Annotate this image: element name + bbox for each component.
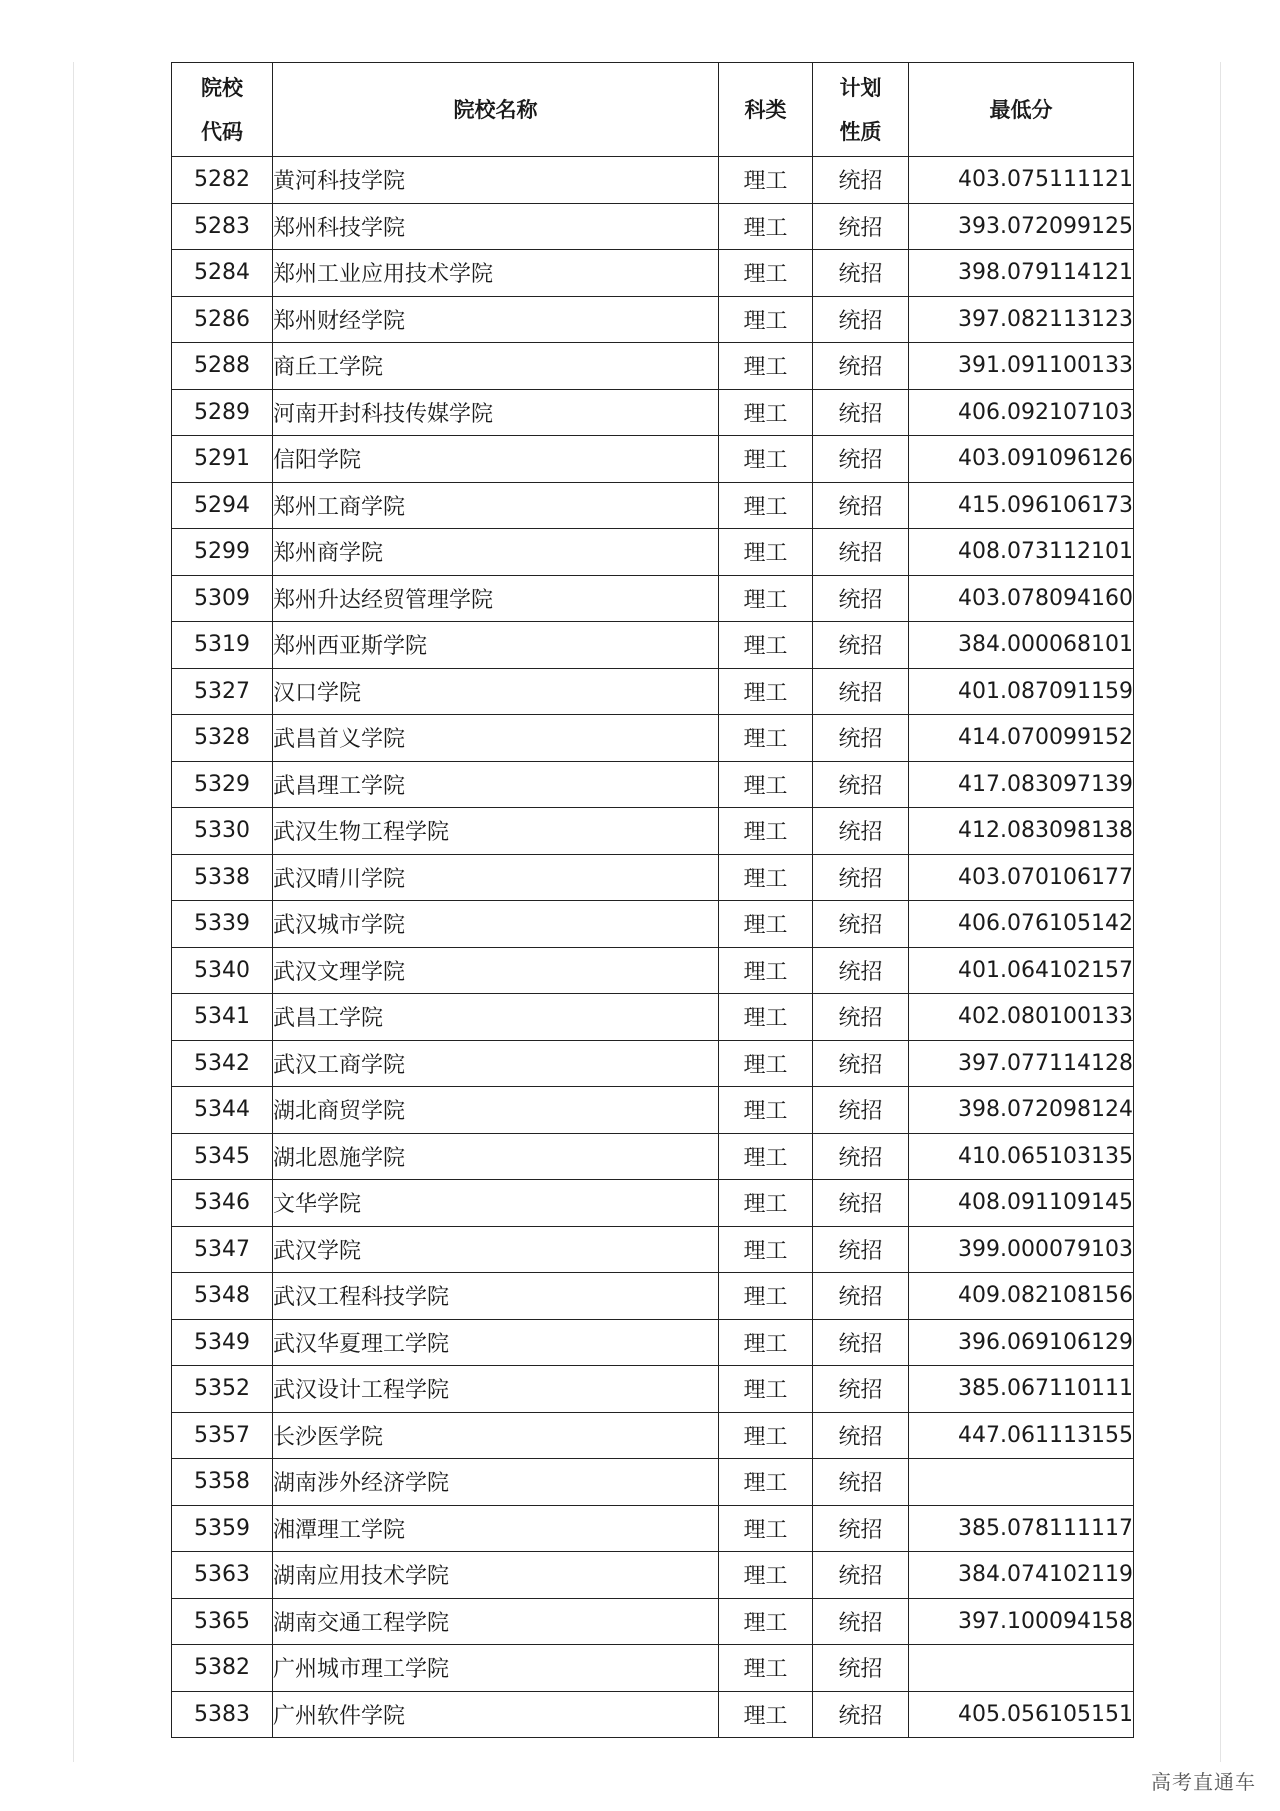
school-name-cell: 郑州西亚斯学院 [273,622,719,669]
plan-type-cell: 统招 [813,1366,909,1413]
min-score-cell: 384.000068101 [909,622,1134,669]
school-name-cell: 武汉华夏理工学院 [273,1319,719,1366]
min-score-cell: 403.078094160 [909,575,1134,622]
school-name-cell: 郑州工商学院 [273,482,719,529]
min-score-cell: 415.096106173 [909,482,1134,529]
school-code-cell: 5345 [172,1133,273,1180]
plan-type-cell: 统招 [813,994,909,1041]
school-code-cell: 5344 [172,1087,273,1134]
category-cell: 理工 [719,1040,813,1087]
plan-type-cell: 统招 [813,1133,909,1180]
plan-type-cell: 统招 [813,203,909,250]
school-code-cell: 5327 [172,668,273,715]
min-score-cell: 417.083097139 [909,761,1134,808]
plan-type-cell: 统招 [813,715,909,762]
page-edge-left [73,62,74,1762]
category-cell: 理工 [719,808,813,855]
table-row [172,529,1134,576]
page-edge-right [1220,62,1221,1762]
school-name-cell: 湖北恩施学院 [273,1133,719,1180]
min-score-cell: 403.070106177 [909,854,1134,901]
school-code-cell: 5357 [172,1412,273,1459]
table-header [172,63,1134,157]
school-name-cell: 武汉城市学院 [273,901,719,948]
category-cell: 理工 [719,1226,813,1273]
plan-type-cell: 统招 [813,901,909,948]
table-row [172,994,1134,1041]
school-code-cell: 5286 [172,296,273,343]
school-name-cell: 武昌工学院 [273,994,719,1041]
table-row [172,1645,1134,1692]
plan-type-cell: 统招 [813,575,909,622]
table-row [172,1412,1134,1459]
min-score-cell [909,1645,1134,1692]
school-name-cell: 武汉生物工程学院 [273,808,719,855]
school-code-cell: 5299 [172,529,273,576]
header-school-code-line1: 院校 [201,75,243,100]
category-cell: 理工 [719,1133,813,1180]
school-code-cell: 5342 [172,1040,273,1087]
plan-type-cell: 统招 [813,1691,909,1738]
table-row [172,575,1134,622]
category-cell: 理工 [719,1459,813,1506]
school-name-cell: 郑州升达经贸管理学院 [273,575,719,622]
category-cell: 理工 [719,668,813,715]
school-code-cell: 5359 [172,1505,273,1552]
school-code-cell: 5363 [172,1552,273,1599]
plan-type-cell: 统招 [813,250,909,297]
school-code-cell: 5294 [172,482,273,529]
table-row [172,1505,1134,1552]
school-name-cell: 湖北商贸学院 [273,1087,719,1134]
header-plan-type [813,63,909,157]
school-name-cell: 湖南交通工程学院 [273,1598,719,1645]
min-score-cell [909,1459,1134,1506]
min-score-cell: 412.083098138 [909,808,1134,855]
header-plan-type-line1: 计划 [839,75,882,100]
plan-type-cell: 统招 [813,1087,909,1134]
header-category: 科类 [719,63,813,157]
min-score-cell: 408.073112101 [909,529,1134,576]
table-row [172,1366,1134,1413]
school-name-cell: 汉口学院 [273,668,719,715]
school-name-cell: 郑州工业应用技术学院 [273,250,719,297]
table-row [172,715,1134,762]
category-cell: 理工 [719,529,813,576]
plan-type-cell: 统招 [813,1040,909,1087]
min-score-cell: 396.069106129 [909,1319,1134,1366]
plan-type-cell: 统招 [813,157,909,204]
header-school-code [172,63,273,157]
category-cell: 理工 [719,901,813,948]
min-score-cell: 397.082113123 [909,296,1134,343]
min-score-cell: 405.056105151 [909,1691,1134,1738]
category-cell: 理工 [719,1366,813,1413]
header-min-score: 最低分 [909,63,1134,157]
category-cell: 理工 [719,1505,813,1552]
plan-type-cell: 统招 [813,808,909,855]
plan-type-cell: 统招 [813,1505,909,1552]
min-score-cell: 399.000079103 [909,1226,1134,1273]
min-score-cell: 409.082108156 [909,1273,1134,1320]
category-cell: 理工 [719,622,813,669]
school-code-cell: 5348 [172,1273,273,1320]
table-row [172,482,1134,529]
school-code-cell: 5329 [172,761,273,808]
plan-type-cell: 统招 [813,761,909,808]
min-score-cell: 402.080100133 [909,994,1134,1041]
table-row [172,296,1134,343]
table-row [172,1180,1134,1227]
category-cell: 理工 [719,947,813,994]
school-name-cell: 武汉晴川学院 [273,854,719,901]
plan-type-cell: 统招 [813,1552,909,1599]
header-school-name: 院校名称 [273,63,719,157]
table-row [172,1598,1134,1645]
table-row [172,947,1134,994]
category-cell: 理工 [719,436,813,483]
min-score-cell: 401.087091159 [909,668,1134,715]
min-score-cell: 385.078111117 [909,1505,1134,1552]
min-score-cell: 397.077114128 [909,1040,1134,1087]
plan-type-cell: 统招 [813,622,909,669]
school-code-cell: 5365 [172,1598,273,1645]
min-score-cell: 385.067110111 [909,1366,1134,1413]
table-row [172,1040,1134,1087]
header-row [172,63,1134,157]
school-name-cell: 郑州商学院 [273,529,719,576]
category-cell: 理工 [719,296,813,343]
school-code-cell: 5289 [172,389,273,436]
plan-type-cell: 统招 [813,1319,909,1366]
plan-type-cell: 统招 [813,436,909,483]
category-cell: 理工 [719,389,813,436]
table-row [172,622,1134,669]
category-cell: 理工 [719,1645,813,1692]
school-name-cell: 湘潭理工学院 [273,1505,719,1552]
school-name-cell: 信阳学院 [273,436,719,483]
school-code-cell: 5346 [172,1180,273,1227]
school-code-cell: 5338 [172,854,273,901]
table-row [172,203,1134,250]
header-plan-type-line2: 性质 [839,119,882,144]
table-row [172,1691,1134,1738]
category-cell: 理工 [719,1180,813,1227]
school-code-cell: 5349 [172,1319,273,1366]
min-score-cell: 401.064102157 [909,947,1134,994]
table-row [172,1226,1134,1273]
plan-type-cell: 统招 [813,1180,909,1227]
table-row [172,1087,1134,1134]
category-cell: 理工 [719,1087,813,1134]
table-row [172,1552,1134,1599]
school-name-cell: 郑州科技学院 [273,203,719,250]
school-code-cell: 5282 [172,157,273,204]
table-row [172,436,1134,483]
category-cell: 理工 [719,575,813,622]
table-row [172,1459,1134,1506]
min-score-cell: 403.091096126 [909,436,1134,483]
category-cell: 理工 [719,250,813,297]
plan-type-cell: 统招 [813,1645,909,1692]
plan-type-cell: 统招 [813,1459,909,1506]
min-score-cell: 398.079114121 [909,250,1134,297]
school-name-cell: 武昌理工学院 [273,761,719,808]
school-code-cell: 5383 [172,1691,273,1738]
watermark: 高考直通车 [1151,1770,1256,1794]
school-name-cell: 武汉设计工程学院 [273,1366,719,1413]
school-code-cell: 5291 [172,436,273,483]
plan-type-cell: 统招 [813,343,909,390]
category-cell: 理工 [719,1319,813,1366]
table-row [172,343,1134,390]
school-code-cell: 5319 [172,622,273,669]
school-name-cell: 文华学院 [273,1180,719,1227]
school-name-cell: 武汉工商学院 [273,1040,719,1087]
school-code-cell: 5283 [172,203,273,250]
school-name-cell: 武汉文理学院 [273,947,719,994]
admission-score-table [171,62,1134,1738]
school-name-cell: 黄河科技学院 [273,157,719,204]
plan-type-cell: 统招 [813,947,909,994]
category-cell: 理工 [719,715,813,762]
category-cell: 理工 [719,1691,813,1738]
min-score-cell: 408.091109145 [909,1180,1134,1227]
category-cell: 理工 [719,1552,813,1599]
school-name-cell: 武汉学院 [273,1226,719,1273]
school-code-cell: 5328 [172,715,273,762]
category-cell: 理工 [719,1412,813,1459]
table-body [172,157,1134,1738]
plan-type-cell: 统招 [813,389,909,436]
table-row [172,1133,1134,1180]
min-score-cell: 391.091100133 [909,343,1134,390]
category-cell: 理工 [719,1273,813,1320]
table-row [172,761,1134,808]
table-row [172,1273,1134,1320]
school-code-cell: 5284 [172,250,273,297]
table-row [172,250,1134,297]
plan-type-cell: 统招 [813,529,909,576]
category-cell: 理工 [719,203,813,250]
min-score-cell: 403.075111121 [909,157,1134,204]
min-score-cell: 447.061113155 [909,1412,1134,1459]
table-row [172,157,1134,204]
school-name-cell: 武昌首义学院 [273,715,719,762]
header-school-code-line2: 代码 [201,119,243,144]
school-name-cell: 武汉工程科技学院 [273,1273,719,1320]
plan-type-cell: 统招 [813,482,909,529]
table-row [172,808,1134,855]
min-score-cell: 414.070099152 [909,715,1134,762]
school-code-cell: 5382 [172,1645,273,1692]
category-cell: 理工 [719,482,813,529]
table-row [172,854,1134,901]
plan-type-cell: 统招 [813,1226,909,1273]
school-name-cell: 长沙医学院 [273,1412,719,1459]
school-name-cell: 广州软件学院 [273,1691,719,1738]
school-code-cell: 5339 [172,901,273,948]
table-row [172,668,1134,715]
category-cell: 理工 [719,854,813,901]
school-name-cell: 广州城市理工学院 [273,1645,719,1692]
min-score-cell: 410.065103135 [909,1133,1134,1180]
min-score-cell: 398.072098124 [909,1087,1134,1134]
min-score-cell: 406.076105142 [909,901,1134,948]
plan-type-cell: 统招 [813,668,909,715]
table-row [172,1319,1134,1366]
category-cell: 理工 [719,1598,813,1645]
plan-type-cell: 统招 [813,1412,909,1459]
school-code-cell: 5341 [172,994,273,1041]
school-name-cell: 湖南涉外经济学院 [273,1459,719,1506]
category-cell: 理工 [719,994,813,1041]
category-cell: 理工 [719,761,813,808]
school-code-cell: 5330 [172,808,273,855]
category-cell: 理工 [719,157,813,204]
school-code-cell: 5340 [172,947,273,994]
school-code-cell: 5358 [172,1459,273,1506]
min-score-cell: 393.072099125 [909,203,1134,250]
school-name-cell: 商丘工学院 [273,343,719,390]
school-code-cell: 5347 [172,1226,273,1273]
min-score-cell: 406.092107103 [909,389,1134,436]
plan-type-cell: 统招 [813,1273,909,1320]
min-score-cell: 384.074102119 [909,1552,1134,1599]
school-code-cell: 5288 [172,343,273,390]
school-name-cell: 河南开封科技传媒学院 [273,389,719,436]
school-code-cell: 5309 [172,575,273,622]
school-name-cell: 湖南应用技术学院 [273,1552,719,1599]
min-score-cell: 397.100094158 [909,1598,1134,1645]
table-row [172,389,1134,436]
plan-type-cell: 统招 [813,854,909,901]
school-name-cell: 郑州财经学院 [273,296,719,343]
plan-type-cell: 统招 [813,296,909,343]
plan-type-cell: 统招 [813,1598,909,1645]
school-code-cell: 5352 [172,1366,273,1413]
category-cell: 理工 [719,343,813,390]
table-row [172,901,1134,948]
